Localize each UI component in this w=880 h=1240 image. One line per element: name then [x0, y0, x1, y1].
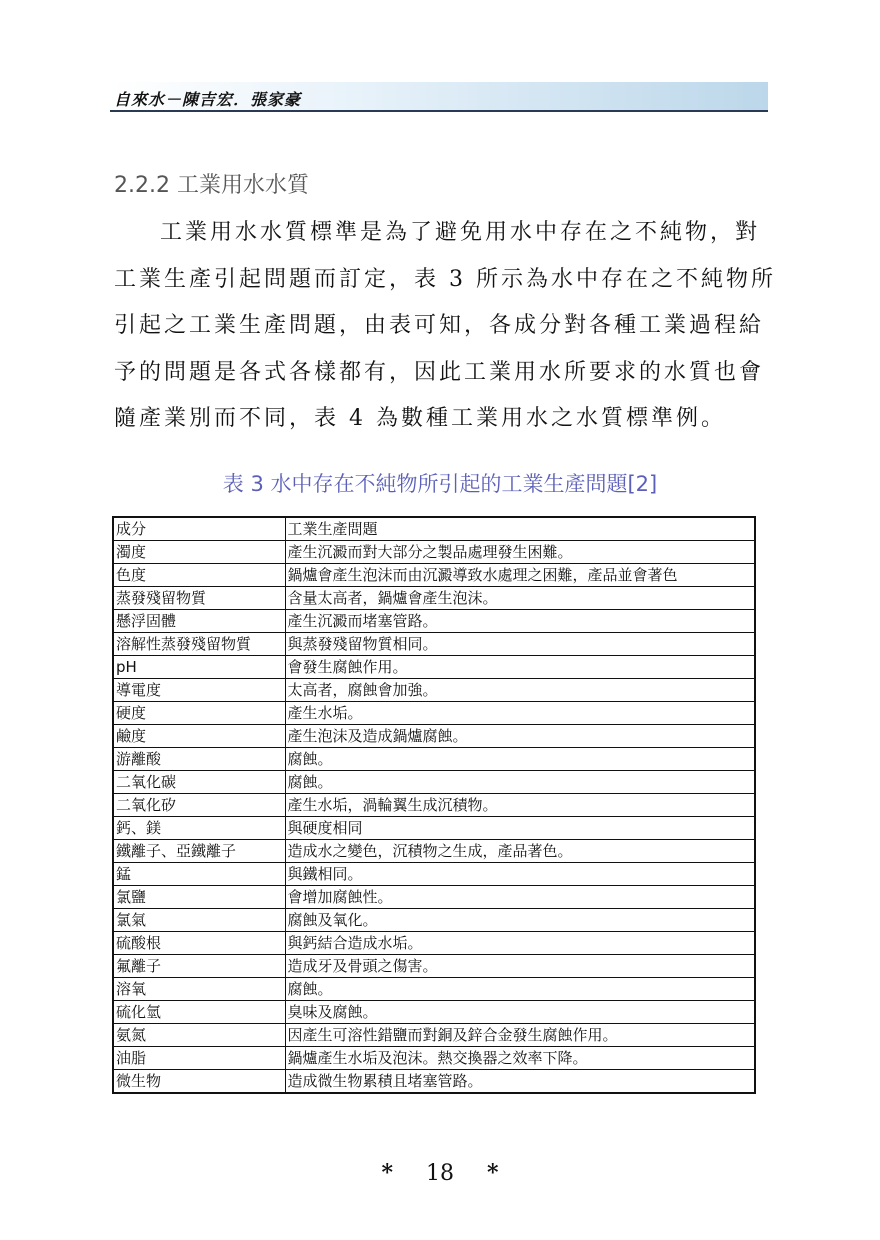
problem-cell: 腐蝕。: [285, 978, 755, 1001]
table-row: [113, 587, 755, 610]
component-cell: 硫化氫: [113, 1001, 285, 1024]
table-row: [113, 955, 755, 978]
problem-cell: 產生水垢。: [285, 702, 755, 725]
running-header-title: 自來水－陳吉宏．張家豪: [114, 90, 302, 109]
problem-cell: 與鈣結合造成水垢。: [285, 932, 755, 955]
table-row: [113, 886, 755, 909]
component-cell: 導電度: [113, 679, 285, 702]
component-cell: 懸浮固體: [113, 610, 285, 633]
component-cell: 鐵離子、亞鐵離子: [113, 840, 285, 863]
body-line: 工業生產引起問題而訂定，表 3 所示為水中存在之不純物所: [114, 266, 776, 292]
component-cell: 硫酸根: [113, 932, 285, 955]
problem-cell: 鍋爐會產生泡沫而由沉澱導致水處理之困難，產品並會著色: [285, 564, 755, 587]
component-cell: 鈣、鎂: [113, 817, 285, 840]
table-row: [113, 1047, 755, 1070]
problem-cell: 太高者，腐蝕會加強。: [285, 679, 755, 702]
component-cell: 溶解性蒸發殘留物質: [113, 633, 285, 656]
table-caption: 表 3 水中存在不純物所引起的工業生產問題[2]: [222, 472, 658, 496]
component-cell: 二氧化碳: [113, 771, 285, 794]
component-cell: 硬度: [113, 702, 285, 725]
component-cell: 色度: [113, 564, 285, 587]
table-row: [113, 564, 755, 587]
table-row: [113, 679, 755, 702]
body-line: 引起之工業生產問題，由表可知，各成分對各種工業過程給: [114, 313, 765, 338]
page-number: 18: [426, 1161, 454, 1186]
table-row: [113, 978, 755, 1001]
problem-cell: 產生泡沫及造成鍋爐腐蝕。: [285, 725, 755, 748]
running-header-rule: [110, 110, 768, 112]
impurity-problems-table: [112, 516, 756, 1094]
table-row: [113, 702, 755, 725]
component-cell: 油脂: [113, 1047, 285, 1070]
table-body: [113, 517, 755, 1093]
component-cell: 二氧化矽: [113, 794, 285, 817]
page-footer: [0, 1160, 880, 1186]
table-row: [113, 656, 755, 679]
table-row: [113, 794, 755, 817]
table-header-cell: 成分: [113, 517, 285, 541]
problem-cell: 鍋爐產生水垢及泡沫。熱交換器之效率下降。: [285, 1047, 755, 1070]
table-row: [113, 909, 755, 932]
table-row: [113, 610, 755, 633]
table-row: [113, 840, 755, 863]
table-header-row: [113, 517, 755, 541]
table-row: [113, 817, 755, 840]
problem-cell: 會增加腐蝕性。: [285, 886, 755, 909]
problem-cell: 與鐵相同。: [285, 863, 755, 886]
component-cell: 濁度: [113, 541, 285, 564]
problem-cell: 產生沉澱而堵塞管路。: [285, 610, 755, 633]
component-cell: 錳: [113, 863, 285, 886]
body-line: 予的問題是各式各樣都有，因此工業用水所要求的水質也會: [114, 359, 765, 385]
star-ornament-right: *: [487, 1160, 499, 1186]
body-line: 工業用水水質標準是為了避免用水中存在之不純物，對: [160, 220, 761, 245]
body-line: 隨產業別而不同，表 4 為數種工業用水之水質標準例。: [114, 406, 726, 431]
problem-cell: 含量太高者，鍋爐會產生泡沫。: [285, 587, 755, 610]
table-row: [113, 748, 755, 771]
table-row: [113, 633, 755, 656]
problem-cell: 造成微生物累積且堵塞管路。: [285, 1070, 755, 1094]
component-cell: 微生物: [113, 1070, 285, 1094]
problem-cell: 腐蝕。: [285, 748, 755, 771]
component-cell: 游離酸: [113, 748, 285, 771]
component-cell: 氟離子: [113, 955, 285, 978]
problem-cell: 臭味及腐蝕。: [285, 1001, 755, 1024]
table-row: [113, 1001, 755, 1024]
component-cell: 氯鹽: [113, 886, 285, 909]
problem-cell: 因產生可溶性錯鹽而對銅及鋅合金發生腐蝕作用。: [285, 1024, 755, 1047]
table-row: [113, 932, 755, 955]
problem-cell: 造成牙及骨頭之傷害。: [285, 955, 755, 978]
problem-cell: 腐蝕及氧化。: [285, 909, 755, 932]
problem-cell: 造成水之變色，沉積物之生成，產品著色。: [285, 840, 755, 863]
section-heading: 2.2.2 工業用水水質: [114, 173, 309, 198]
problem-cell: 與硬度相同: [285, 817, 755, 840]
problem-cell: 會發生腐蝕作用。: [285, 656, 755, 679]
problem-cell: 腐蝕。: [285, 771, 755, 794]
body-paragraph: [114, 210, 774, 443]
table-header-cell: 工業生產問題: [285, 517, 755, 541]
component-cell: 氨氮: [113, 1024, 285, 1047]
table-row: [113, 771, 755, 794]
table-row: [113, 863, 755, 886]
table-row: [113, 1070, 755, 1094]
component-cell: 氯氣: [113, 909, 285, 932]
problem-cell: 產生沉澱而對大部分之製品處理發生困難。: [285, 541, 755, 564]
component-cell: pH: [113, 656, 285, 679]
component-cell: 蒸發殘留物質: [113, 587, 285, 610]
component-cell: 溶氧: [113, 978, 285, 1001]
component-cell: 鹼度: [113, 725, 285, 748]
star-ornament-left: *: [381, 1160, 393, 1186]
table-row: [113, 725, 755, 748]
problem-cell: 產生水垢，渦輪翼生成沉積物。: [285, 794, 755, 817]
table-row: [113, 1024, 755, 1047]
problem-cell: 與蒸發殘留物質相同。: [285, 633, 755, 656]
table-row: [113, 541, 755, 564]
